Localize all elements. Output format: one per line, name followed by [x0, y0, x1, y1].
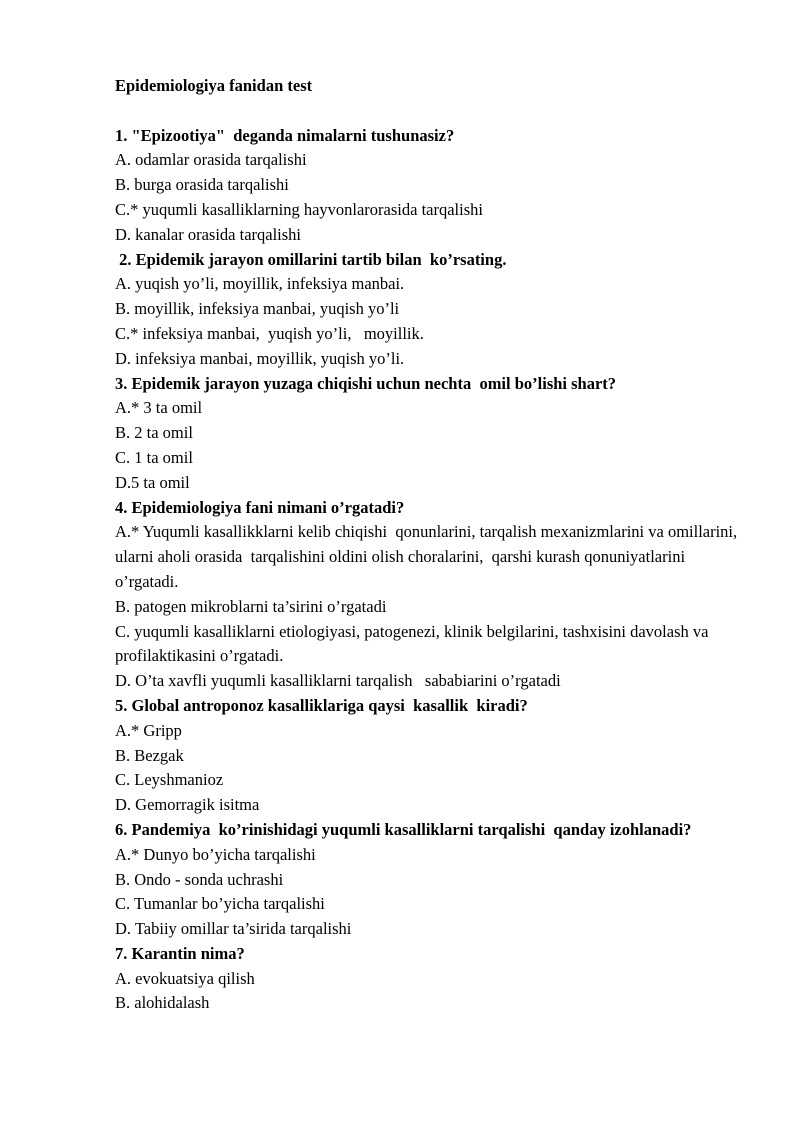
- answer-option: B. Ondo - sonda uchrashi: [115, 869, 284, 889]
- question-5: [115, 694, 755, 818]
- answer-option: B. moyillik, infeksiya manbai, yuqish yo’li: [115, 299, 400, 319]
- answer-option: A.* Yuqumli kasallikklarni kelib chiqishi qonunlarini, tarqalish mexanizmlarini va omillarini, ularni aholi orasida tarqalishini oldini olish choralarini, qarshi kurash qonuniyatlarini o’rgatadi.: [115, 522, 742, 591]
- answer-option: D. O’ta xavfli yuqumli kasalliklarni tarqalish sababiarini o’rgatadi: [115, 671, 561, 691]
- question-4: [115, 496, 755, 694]
- answer-option: B. patogen mikroblarni ta’sirini o’rgatadi: [115, 596, 387, 616]
- question-3: [115, 372, 755, 496]
- answer-option: D.5 ta omil: [115, 472, 190, 492]
- question-text: 6. Pandemiya ko’rinishidagi yuqumli kasalliklarni tarqalishi qanday izohlanadi?: [115, 819, 692, 839]
- answer-option: C.* yuqumli kasalliklarning hayvonlarorasida tarqalishi: [115, 199, 483, 219]
- question-text: 4. Epidemiologiya fani nimani o’rgatadi?: [115, 497, 405, 517]
- answer-option: B. Bezgak: [115, 745, 184, 765]
- answer-option: D. infeksiya manbai, moyillik, yuqish yo’li.: [115, 348, 405, 368]
- document-page: [115, 74, 755, 1016]
- blank-line: [115, 99, 755, 124]
- answer-option: D. kanalar orasida tarqalishi: [115, 224, 302, 244]
- question-text: 5. Global antroponoz kasalliklariga qaysi kasallik kiradi?: [115, 695, 528, 715]
- answer-option: A.* Gripp: [115, 720, 182, 740]
- question-7: [115, 942, 755, 1016]
- answer-option: C.* infeksiya manbai, yuqish yo’li, moyillik.: [115, 323, 424, 343]
- answer-option: D. Gemorragik isitma: [115, 795, 260, 815]
- answer-option: A.* 3 ta omil: [115, 398, 203, 418]
- question-6: [115, 818, 755, 942]
- question-text: 7. Karantin nima?: [115, 943, 245, 963]
- answer-option: B. burga orasida tarqalishi: [115, 175, 289, 195]
- answer-option: C. Leyshmanioz: [115, 770, 224, 790]
- question-1: [115, 124, 755, 248]
- answer-option: A. yuqish yo’li, moyillik, infeksiya manbai.: [115, 274, 405, 294]
- answer-option: C. 1 ta omil: [115, 447, 193, 467]
- question-text: 1. "Epizootiya" deganda nimalarni tushunasiz?: [115, 125, 455, 145]
- answer-option: C. yuqumli kasalliklarni etiologiyasi, patogenezi, klinik belgilarini, tashxisini davolash va profilaktikasini o’rgatadi.: [115, 621, 713, 666]
- question-text: 3. Epidemik jarayon yuzaga chiqishi uchun nechta omil bo’lishi shart?: [115, 373, 617, 393]
- answer-option: A. evokuatsiya qilish: [115, 968, 255, 988]
- answer-option: B. alohidalash: [115, 993, 210, 1013]
- answer-option: B. 2 ta omil: [115, 423, 193, 443]
- answer-option: A. odamlar orasida tarqalishi: [115, 150, 307, 170]
- document-title: Epidemiologiya fanidan test: [115, 76, 313, 95]
- answer-option: C. Tumanlar bo’yicha tarqalishi: [115, 894, 325, 914]
- answer-option: D. Tabiiy omillar ta’sirida tarqalishi: [115, 919, 352, 939]
- question-text: 2. Epidemik jarayon omillarini tartib bilan ko’rsating.: [115, 249, 507, 269]
- question-2: [115, 248, 755, 372]
- answer-option: A.* Dunyo bo’yicha tarqalishi: [115, 844, 316, 864]
